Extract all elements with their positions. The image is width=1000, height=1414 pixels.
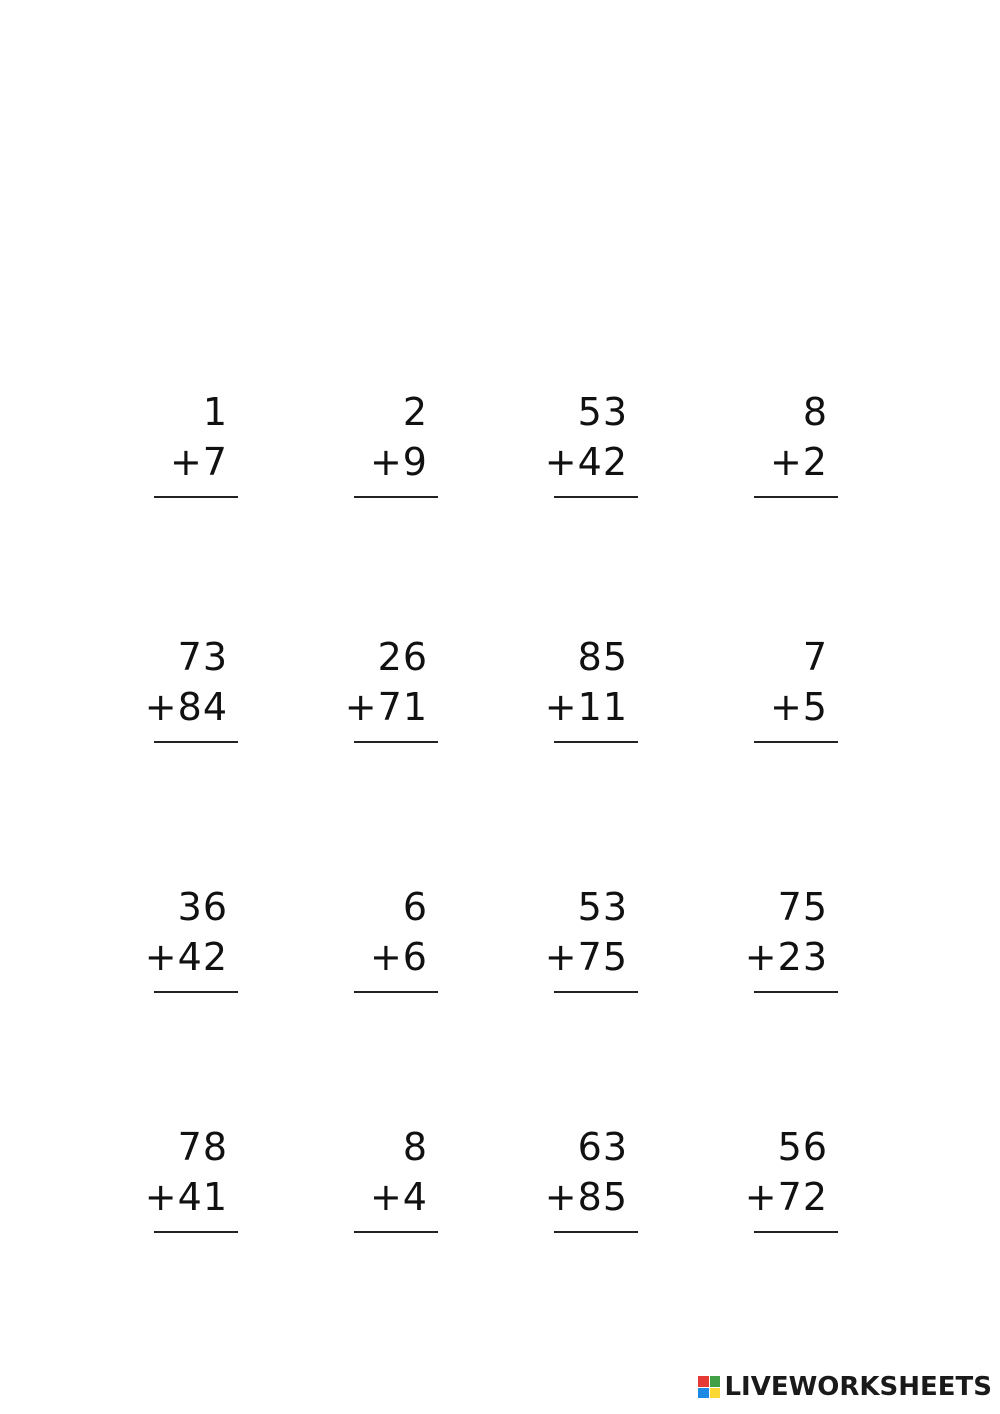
addend-top: 2	[402, 390, 428, 434]
addition-problem	[728, 390, 868, 510]
addend-bottom: +42	[144, 935, 228, 979]
addend-bottom: +11	[544, 685, 628, 729]
addition-problem	[528, 390, 668, 510]
addend-bottom: +71	[344, 685, 428, 729]
addend-bottom: +41	[144, 1175, 228, 1219]
addend-top: 53	[577, 390, 628, 434]
answer-line[interactable]	[554, 741, 638, 743]
addend-top: 53	[577, 885, 628, 929]
answer-line[interactable]	[154, 741, 238, 743]
addition-problem	[328, 885, 468, 1005]
addition-problem	[328, 635, 468, 755]
footer-branding	[698, 1372, 992, 1402]
addend-bottom: +4	[369, 1175, 428, 1219]
addend-bottom: +9	[369, 440, 428, 484]
addend-top: 7	[802, 635, 828, 679]
addend-bottom: +7	[169, 440, 228, 484]
addend-bottom: +75	[544, 935, 628, 979]
answer-line[interactable]	[354, 991, 438, 993]
addend-top: 6	[402, 885, 428, 929]
addition-problem	[128, 885, 268, 1005]
addend-bottom: +2	[769, 440, 828, 484]
addition-problem	[528, 635, 668, 755]
addend-bottom: +6	[369, 935, 428, 979]
addend-top: 73	[177, 635, 228, 679]
answer-line[interactable]	[754, 741, 838, 743]
brand-name: LIVEWORKSHEETS	[724, 1372, 992, 1402]
addend-bottom: +23	[744, 935, 828, 979]
addition-problem	[728, 635, 868, 755]
addend-top: 85	[577, 635, 628, 679]
addend-top: 8	[402, 1125, 428, 1169]
addend-top: 63	[577, 1125, 628, 1169]
answer-line[interactable]	[354, 1231, 438, 1233]
answer-line[interactable]	[354, 741, 438, 743]
answer-line[interactable]	[154, 991, 238, 993]
addend-top: 1	[202, 390, 228, 434]
addend-bottom: +85	[544, 1175, 628, 1219]
liveworksheets-logo-icon	[698, 1376, 720, 1398]
addend-bottom: +5	[769, 685, 828, 729]
addition-problem	[728, 885, 868, 1005]
addend-top: 56	[777, 1125, 828, 1169]
addend-top: 8	[802, 390, 828, 434]
addition-problem	[128, 635, 268, 755]
addition-problem	[528, 1125, 668, 1245]
answer-line[interactable]	[754, 991, 838, 993]
addition-problem	[528, 885, 668, 1005]
answer-line[interactable]	[554, 991, 638, 993]
answer-line[interactable]	[754, 496, 838, 498]
answer-line[interactable]	[754, 1231, 838, 1233]
addend-top: 78	[177, 1125, 228, 1169]
answer-line[interactable]	[554, 496, 638, 498]
addend-bottom: +72	[744, 1175, 828, 1219]
addend-top: 26	[377, 635, 428, 679]
addend-bottom: +42	[544, 440, 628, 484]
addition-problem	[328, 1125, 468, 1245]
addition-problem	[728, 1125, 868, 1245]
answer-line[interactable]	[354, 496, 438, 498]
answer-line[interactable]	[154, 1231, 238, 1233]
addend-top: 36	[177, 885, 228, 929]
answer-line[interactable]	[554, 1231, 638, 1233]
addition-problem	[128, 1125, 268, 1245]
addend-bottom: +84	[144, 685, 228, 729]
addition-problem	[128, 390, 268, 510]
addend-top: 75	[777, 885, 828, 929]
answer-line[interactable]	[154, 496, 238, 498]
addition-problem	[328, 390, 468, 510]
